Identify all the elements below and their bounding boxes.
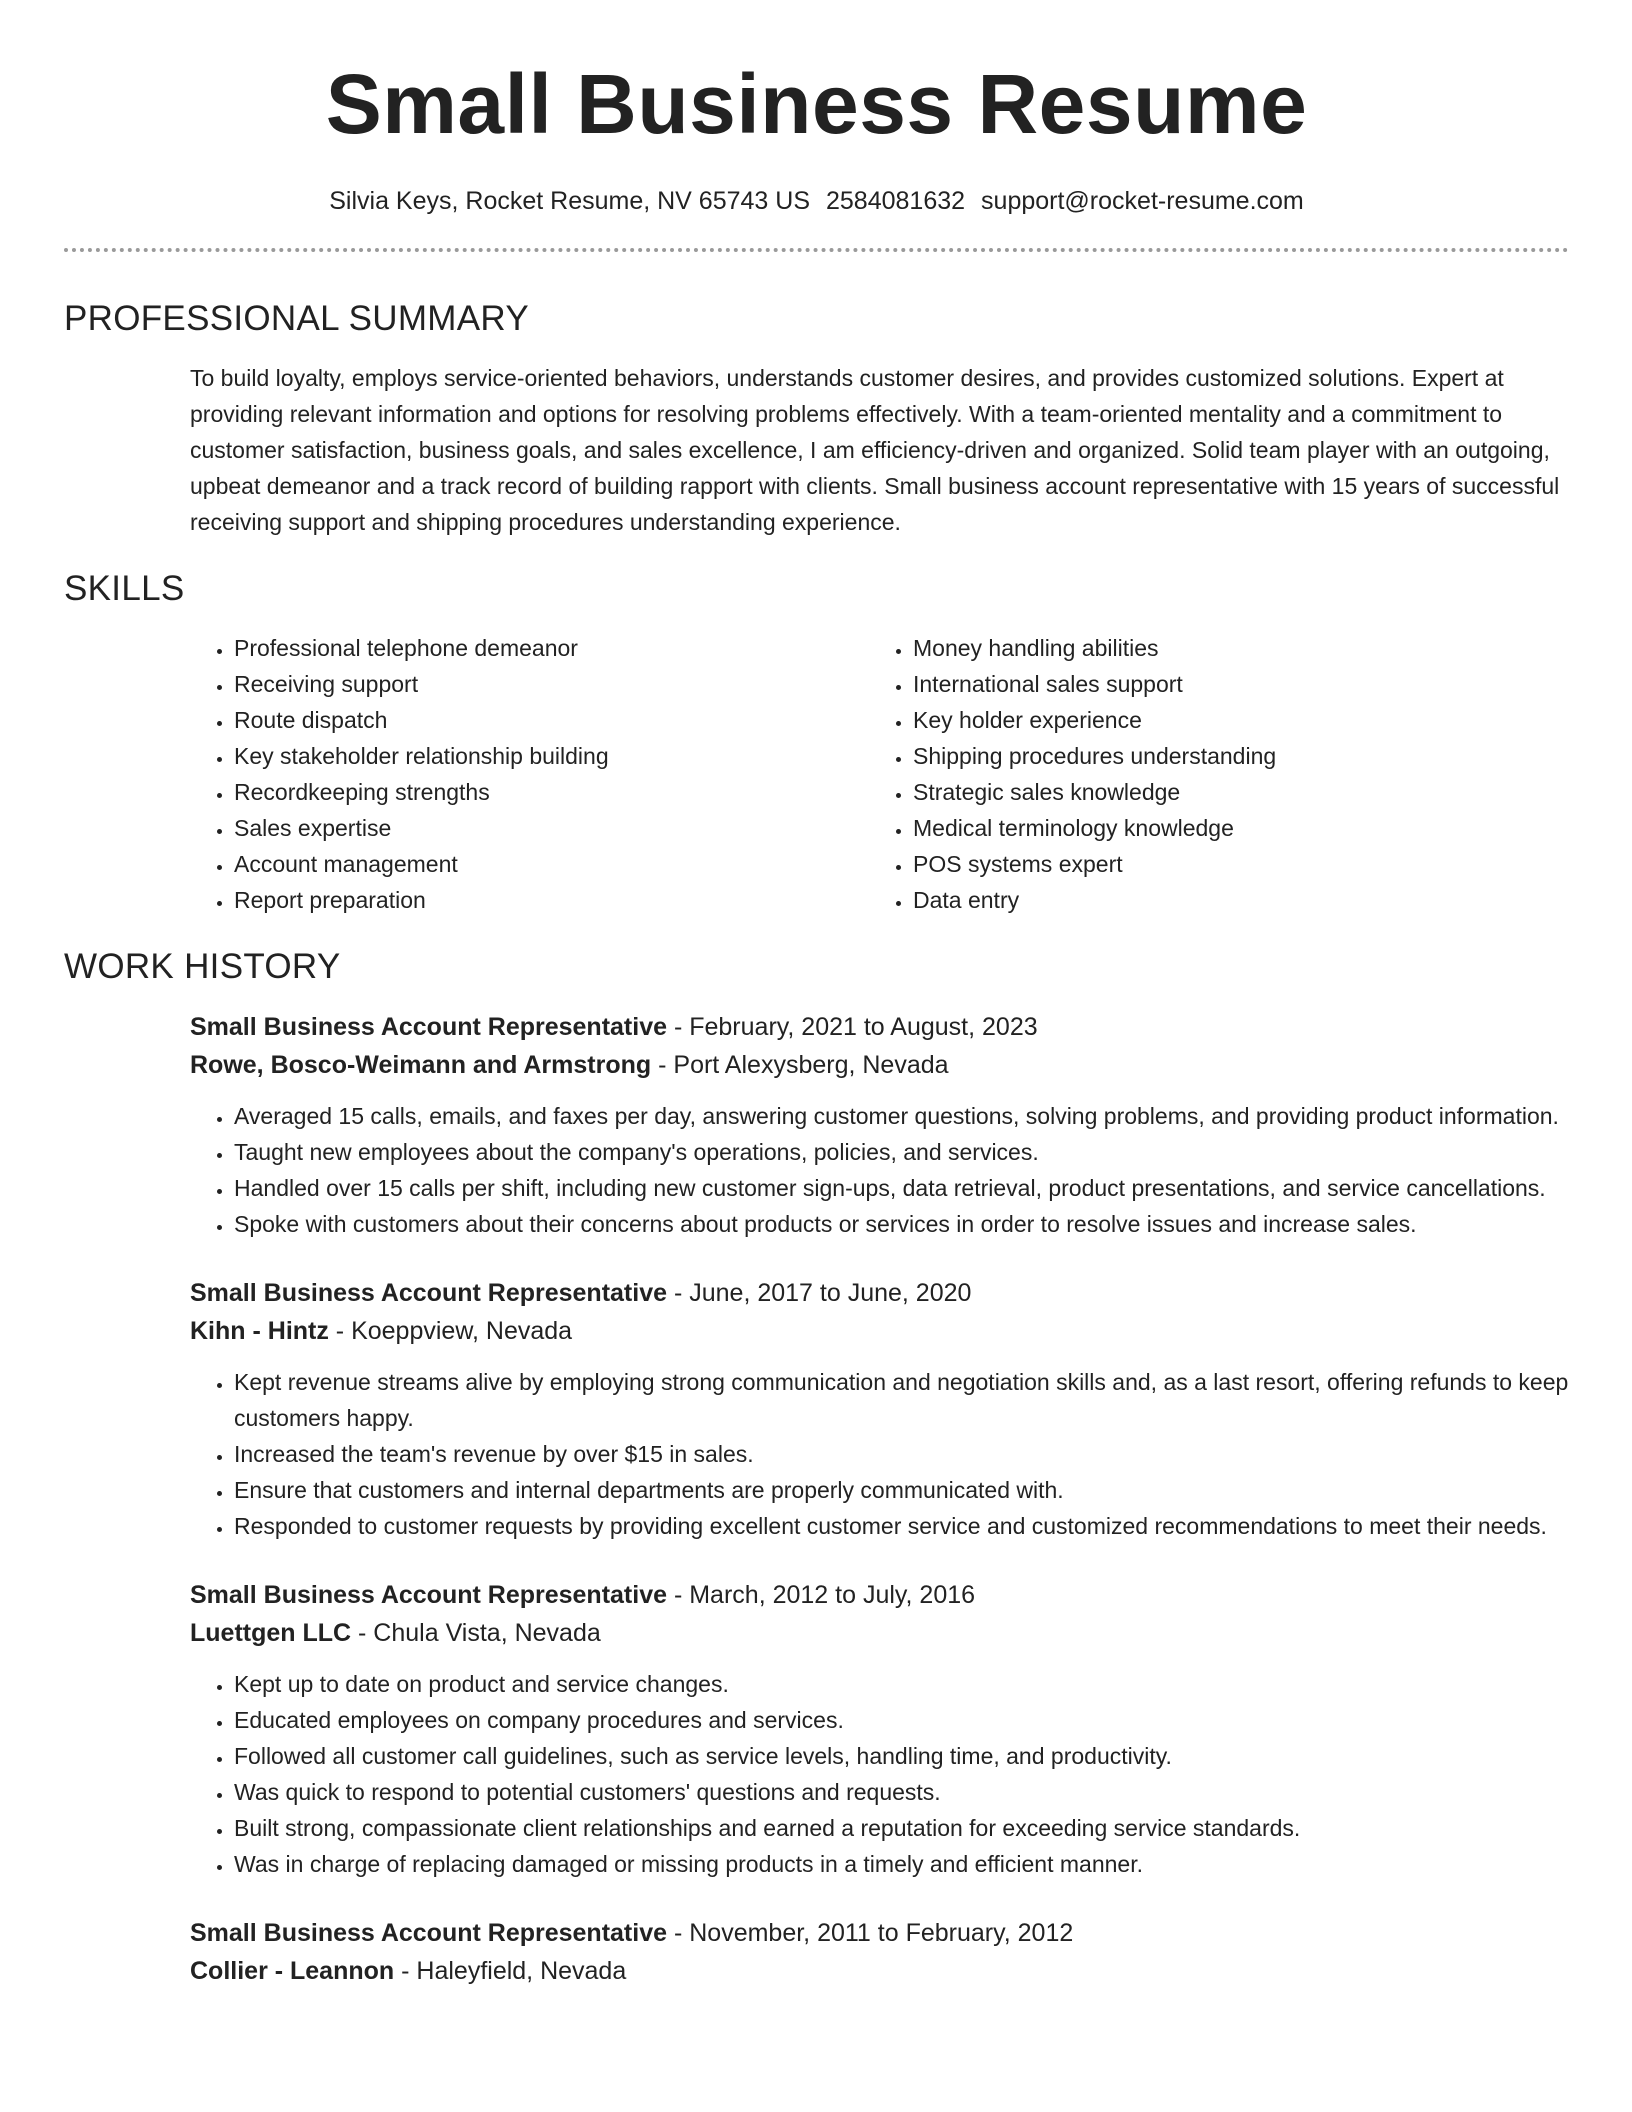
job-bullet: • Kept revenue streams alive by employing strong communication and negotiation skills and, as a last resort, offering refunds to keep customers happy.	[234, 1364, 1569, 1436]
skill-item: • Shipping procedures understanding	[913, 738, 1548, 774]
skill-item: • Recordkeeping strengths	[234, 774, 869, 810]
job-bullet: • Kept up to date on product and service changes.	[234, 1666, 1569, 1702]
contact-line	[64, 184, 1569, 218]
job-title: Small Business Account Representative	[190, 1581, 668, 1609]
work-history-heading: WORK HISTORY	[64, 947, 341, 986]
job-bullet: • Taught new employees about the company's operations, policies, and services.	[234, 1134, 1569, 1170]
skill-item: • Strategic sales knowledge	[913, 774, 1548, 810]
job-bullets	[190, 1364, 1569, 1544]
job-title: Small Business Account Representative	[190, 1279, 668, 1307]
skills-column-right	[869, 630, 1548, 918]
contact-address: Silvia Keys, Rocket Resume, NV 65743 US	[329, 187, 810, 215]
skills-heading: SKILLS	[64, 569, 185, 608]
skill-item: • POS systems expert	[913, 846, 1548, 882]
job-bullet: • Educated employees on company procedures and services.	[234, 1702, 1569, 1738]
header-divider	[64, 248, 1569, 252]
job-entry	[190, 1274, 1569, 1544]
job-bullets	[190, 1098, 1569, 1242]
job-entry	[190, 1914, 1569, 1990]
job-entry	[190, 1008, 1569, 1242]
job-bullet: • Responded to customer requests by providing excellent customer service and customized recommendations to meet their needs.	[234, 1508, 1569, 1544]
job-company-line	[190, 1046, 1569, 1084]
skill-item: • Key holder experience	[913, 702, 1548, 738]
skill-item: • Data entry	[913, 882, 1548, 918]
job-company: Collier - Leannon	[190, 1957, 395, 1985]
skills-column-left	[190, 630, 869, 918]
job-dates: - March, 2012 to July, 2016	[667, 1581, 976, 1609]
job-location: - Port Alexysberg, Nevada	[651, 1051, 949, 1079]
job-entry	[190, 1576, 1569, 1882]
job-title-line	[190, 1274, 1569, 1312]
job-title-line	[190, 1008, 1569, 1046]
job-title-line	[190, 1576, 1569, 1614]
job-title-line	[190, 1914, 1569, 1952]
job-dates: - February, 2021 to August, 2023	[667, 1013, 1038, 1041]
job-bullet: • Ensure that customers and internal departments are properly communicated with.	[234, 1472, 1569, 1508]
job-bullet: • Was in charge of replacing damaged or missing products in a timely and efficient manner.	[234, 1846, 1569, 1882]
skills-list	[190, 630, 1569, 918]
contact-phone: 2584081632	[826, 187, 966, 215]
job-title: Small Business Account Representative	[190, 1013, 668, 1041]
job-bullet: • Built strong, compassionate client relationships and earned a reputation for exceeding service standards.	[234, 1810, 1569, 1846]
job-location: - Haleyfield, Nevada	[394, 1957, 627, 1985]
skill-item: • Medical terminology knowledge	[913, 810, 1548, 846]
skill-item: • Key stakeholder relationship building	[234, 738, 869, 774]
job-company: Rowe, Bosco-Weimann and Armstrong	[190, 1051, 652, 1079]
job-bullets	[190, 1666, 1569, 1882]
work-history-list	[190, 1008, 1569, 1990]
contact-email: support@rocket-resume.com	[981, 187, 1304, 215]
job-bullet: • Averaged 15 calls, emails, and faxes per day, answering customer questions, solving problems, and providing product information.	[234, 1098, 1569, 1134]
job-bullet: • Followed all customer call guidelines, such as service levels, handling time, and productivity.	[234, 1738, 1569, 1774]
summary-heading: PROFESSIONAL SUMMARY	[64, 299, 529, 338]
job-bullet: • Handled over 15 calls per shift, including new customer sign-ups, data retrieval, product presentations, and service cancellations.	[234, 1170, 1569, 1206]
job-title: Small Business Account Representative	[190, 1919, 668, 1947]
skill-item: • Receiving support	[234, 666, 869, 702]
job-bullet: • Increased the team's revenue by over $15 in sales.	[234, 1436, 1569, 1472]
job-location: - Koeppview, Nevada	[328, 1317, 573, 1345]
job-dates: - November, 2011 to February, 2012	[667, 1919, 1074, 1947]
job-company-line	[190, 1312, 1569, 1350]
job-bullet: • Spoke with customers about their concerns about products or services in order to resolve issues and increase sales.	[234, 1206, 1569, 1242]
job-company: Kihn - Hintz	[190, 1317, 329, 1345]
job-location: - Chula Vista, Nevada	[351, 1619, 601, 1647]
skill-item: • Route dispatch	[234, 702, 869, 738]
summary-text: To build loyalty, employs service-oriented behaviors, understands customer desires, and provides customized solutions. Expert at providing relevant information and options for resolving problems effectively. With a team-oriented mentality and a commitment to customer satisfaction, business goals, and sales excellence, I am efficiency-driven and organized. Solid team player with an outgoing, upbeat demeanor and a track record of building rapport with clients. Small business account representative with 15 years of successful receiving support and shipping procedures understanding experience.	[190, 365, 1560, 535]
job-bullet: • Was quick to respond to potential customers' questions and requests.	[234, 1774, 1569, 1810]
job-dates: - June, 2017 to June, 2020	[667, 1279, 972, 1307]
skill-item: • Money handling abilities	[913, 630, 1548, 666]
job-company-line	[190, 1614, 1569, 1652]
job-company: Luettgen LLC	[190, 1619, 352, 1647]
resume-page	[64, 0, 1569, 1990]
skill-item: • International sales support	[913, 666, 1548, 702]
skill-item: • Professional telephone demeanor	[234, 630, 869, 666]
resume-title: Small Business Resume	[325, 57, 1308, 151]
skill-item: • Account management	[234, 846, 869, 882]
job-company-line	[190, 1952, 1569, 1990]
skill-item: • Sales expertise	[234, 810, 869, 846]
skill-item: • Report preparation	[234, 882, 869, 918]
